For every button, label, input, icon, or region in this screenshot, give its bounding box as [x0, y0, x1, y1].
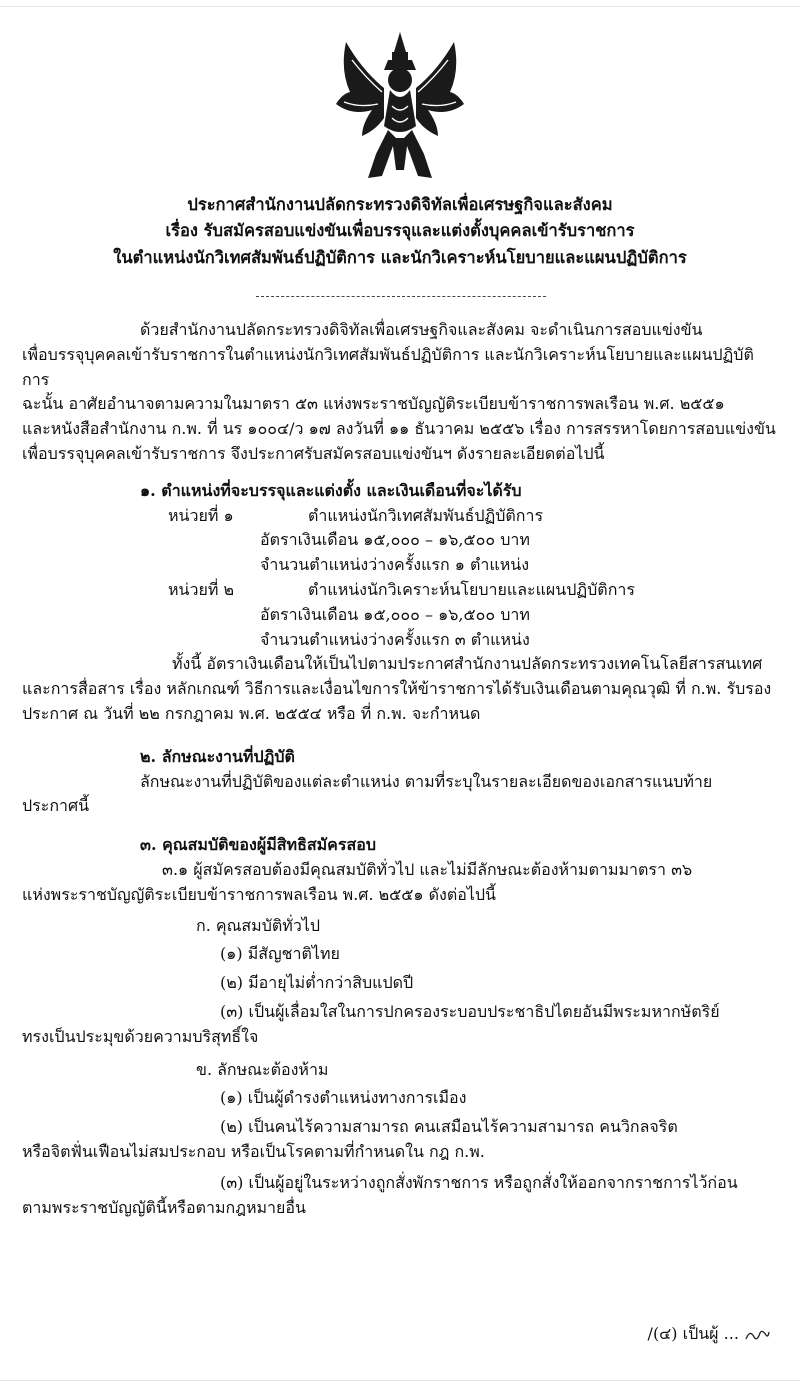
note-line: ประกาศ ณ วันที่ ๒๒ กรกฎาคม พ.ศ. ๒๕๕๔ หรือ ที่ ก.พ. จะกำหนด	[22, 703, 481, 723]
header-positions: ในตำแหน่งนักวิเทศสัมพันธ์ปฏิบัติการ และนักวิเคราะห์นโยบายและแผนปฏิบัติการ	[113, 247, 687, 267]
section-2-title: ๒. ลักษณะงานที่ปฏิบัติ	[140, 746, 295, 766]
unit-2	[22, 578, 780, 652]
note-line: และการสื่อสาร เรื่อง หลักเกณฑ์ วิธีการและเงื่อนไขการให้ข้าราชการได้รับเงินเดือนตามคุณวุฒิ ที่ ก.พ. รับรอง	[22, 679, 772, 699]
qualification-item-cont: ทรงเป็นประมุขด้วยความบริสุทธิ์ใจ	[22, 1026, 259, 1046]
salary-note	[22, 652, 780, 726]
qualification-item: (๒) มีอายุไม่ต่ำกว่าสิบแปดปี	[220, 973, 414, 993]
garuda-emblem-icon	[332, 30, 468, 182]
continuation-note	[648, 1322, 770, 1347]
section-1-title: ๑. ตำแหน่งที่จะบรรจุและแต่งตั้ง และเงินเดือนที่จะได้รับ	[140, 480, 522, 500]
document-body	[22, 318, 780, 1220]
section-2-line: ลักษณะงานที่ปฏิบัติของแต่ละตำแหน่ง ตามที่ระบุในรายละเอียดของเอกสารแนบท้าย	[140, 771, 713, 791]
intro-paragraph	[22, 318, 780, 467]
scan-artifact	[0, 6, 800, 7]
prohibition-item: (๓) เป็นผู้อยู่ในระหว่างถูกสั่งพักราชการ หรือถูกสั่งให้ออกจากราชการไว้ก่อน	[220, 1172, 738, 1192]
section-2-body	[22, 770, 780, 820]
intro-line: และหนังสือสำนักงาน ก.พ. ที่ นร ๑๐๐๔/ว ๑๗ ลงวันที่ ๑๑ ธันวาคม ๒๕๕๖ เรื่อง การสรรหาโดยการสอบแข่งขัน	[22, 419, 776, 439]
section-2-line: ประกาศนี้	[22, 796, 90, 816]
unit-label: หน่วยที่ ๒	[168, 579, 235, 599]
intro-line: ฉะนั้น อาศัยอำนาจตามความในมาตรา ๕๓ แห่งพระราชบัญญัติระเบียบข้าราชการพลเรือน พ.ศ. ๒๕๕๑	[22, 394, 725, 414]
prohibition-item: (๑) เป็นผู้ดำรงตำแหน่งทางการเมือง	[220, 1088, 467, 1108]
qualification-item: (๓) เป็นผู้เลื่อมใสในการปกครองระบอบประชาธิปไตยอันมีพระมหากษัตริย์	[220, 1001, 720, 1021]
unit-position: ตำแหน่งนักวิเคราะห์นโยบายและแผนปฏิบัติการ	[308, 579, 635, 599]
intro-line: เพื่อบรรจุบุคคลเข้ารับราชการ จึงประกาศรับสมัครสอบแข่งขันฯ ดังรายละเอียดต่อไปนี้	[22, 443, 605, 463]
initials-signature-icon	[744, 1327, 770, 1343]
intro-line: ด้วยสำนักงานปลัดกระทรวงดิจิทัลเพื่อเศรษฐกิจและสังคม จะดำเนินการสอบแข่งขัน	[140, 320, 703, 339]
prohibition-item-cont: ตามพระราชบัญญัตินี้หรือตามกฎหมายอื่น	[22, 1197, 306, 1217]
prohibition-title: ข. ลักษณะต้องห้าม	[196, 1059, 329, 1079]
qualification-item: (๑) มีสัญชาติไทย	[220, 944, 340, 964]
header-title: ประกาศสำนักงานปลัดกระทรวงดิจิทัลเพื่อเศรษฐกิจและสังคม	[187, 195, 613, 214]
unit-salary: อัตราเงินเดือน ๑๕,๐๐๐ – ๑๖,๕๐๐ บาท	[260, 604, 530, 624]
section-3-1	[22, 858, 780, 908]
continuation-text: /(๔) เป็นผู้ ...	[647, 1324, 739, 1343]
prohibition-item: (๒) เป็นคนไร้ความสามารถ คนเสมือนไร้ความสามารถ คนวิกลจริต	[220, 1117, 678, 1137]
header-divider	[256, 296, 546, 297]
qualification-general-title: ก. คุณสมบัติทั่วไป	[196, 915, 320, 935]
prohibition-item-cont: หรือจิตฟั่นเฟือนไม่สมประกอบ หรือเป็นโรคตามที่กำหนดใน กฎ ก.พ.	[22, 1141, 485, 1161]
header-subject: เรื่อง รับสมัครสอบแข่งขันเพื่อบรรจุและแต่งตั้งบุคคลเข้ารับราชการ	[165, 221, 635, 241]
unit-count: จำนวนตำแหน่งว่างครั้งแรก ๓ ตำแหน่ง	[260, 629, 530, 649]
section-3-1-line: แห่งพระราชบัญญัติระเบียบข้าราชการพลเรือน พ.ศ. ๒๕๕๑ ดังต่อไปนี้	[22, 884, 496, 904]
unit-1	[22, 504, 780, 578]
intro-line: เพื่อบรรจุบุคคลเข้ารับราชการในตำแหน่งนักวิเทศสัมพันธ์ปฏิบัติการ และนักวิเคราะห์นโยบายและแผนปฏิบัติการ	[22, 344, 754, 389]
unit-position: ตำแหน่งนักวิเทศสัมพันธ์ปฏิบัติการ	[308, 505, 544, 525]
section-3-title: ๓. คุณสมบัติของผู้มีสิทธิสมัครสอบ	[140, 835, 376, 855]
unit-count: จำนวนตำแหน่งว่างครั้งแรก ๑ ตำแหน่ง	[260, 555, 529, 575]
document-header	[20, 192, 780, 271]
section-3-1-line: ๓.๑ ผู้สมัครสอบต้องมีคุณสมบัติทั่วไป และไม่มีลักษณะต้องห้ามตามมาตรา ๓๖	[162, 859, 693, 879]
unit-salary: อัตราเงินเดือน ๑๕,๐๐๐ – ๑๖,๕๐๐ บาท	[260, 530, 530, 550]
unit-label: หน่วยที่ ๑	[168, 505, 234, 525]
scan-artifact	[0, 1380, 800, 1381]
note-line: ทั้งนี้ อัตราเงินเดือนให้เป็นไปตามประกาศสำนักงานปลัดกระทรวงเทคโนโลยีสารสนเทศ	[172, 654, 763, 674]
